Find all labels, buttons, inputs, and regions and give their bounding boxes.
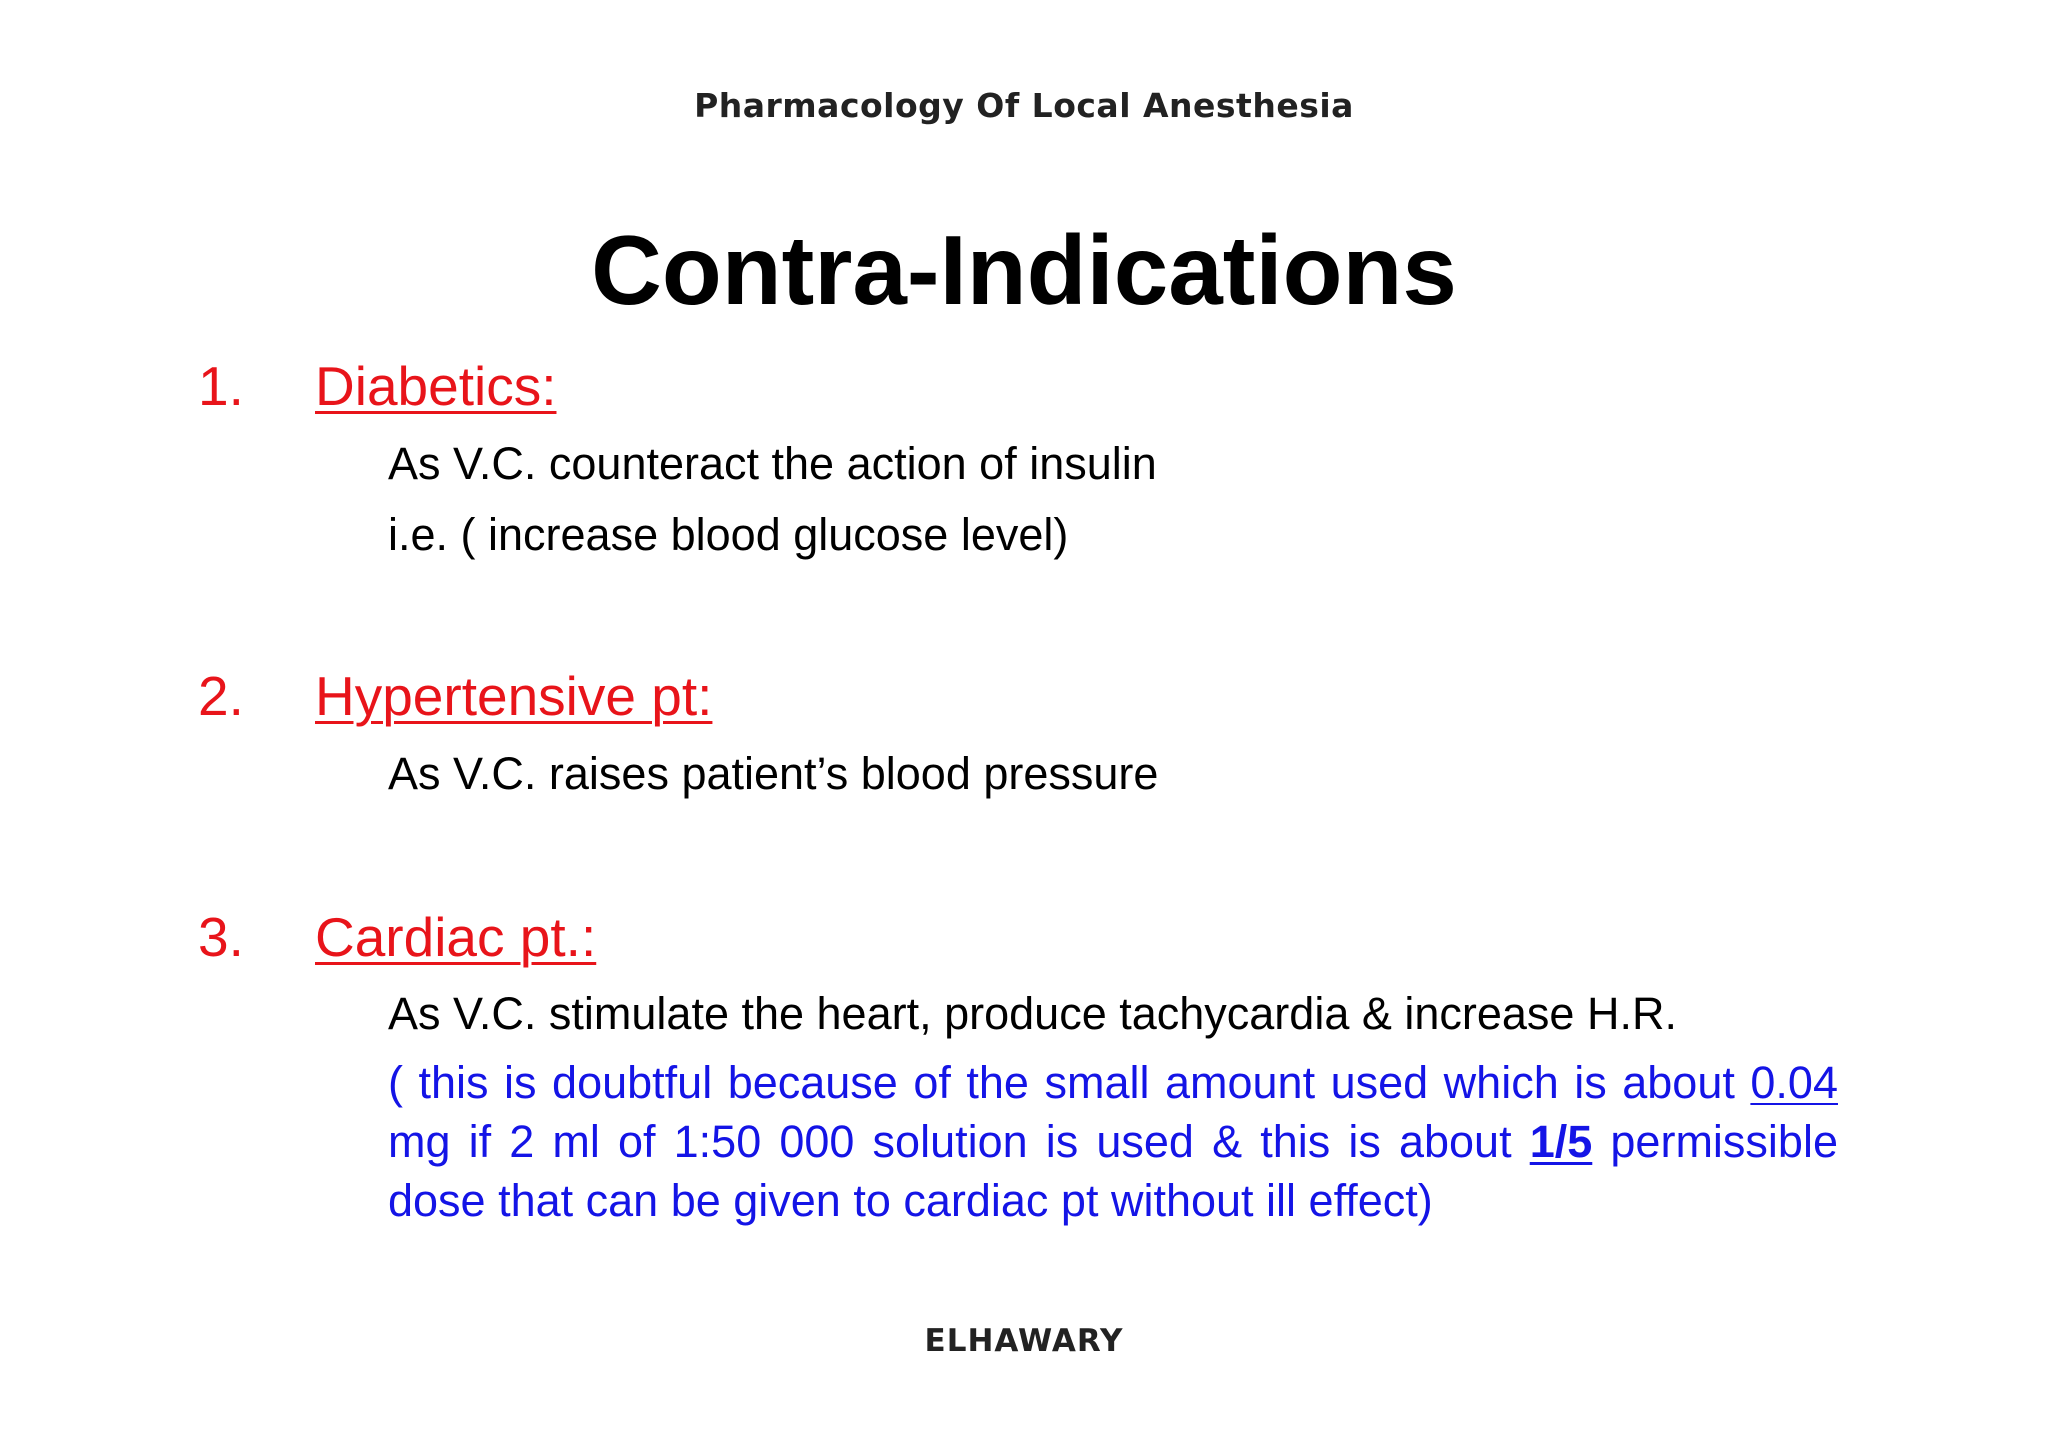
item-text-line: i.e. ( increase blood glucose level): [388, 509, 1069, 560]
item-number: 1.: [198, 355, 244, 417]
note-text: mg if 2 ml of 1:50 000 solution is used & this is about: [388, 1116, 1512, 1167]
item-label: Cardiac pt.:: [315, 906, 597, 968]
slide-header: Pharmacology Of Local Anesthesia: [694, 86, 1354, 125]
item-number: 2.: [198, 665, 244, 727]
item-number: 3.: [198, 906, 244, 968]
note-amount: 0.04: [1750, 1057, 1838, 1108]
item-label: Diabetics:: [315, 355, 557, 417]
item-text-line: As V.C. counteract the action of insulin: [388, 438, 1157, 489]
slide-title: Contra-Indications: [591, 215, 1457, 325]
note-fraction: 1/5: [1529, 1116, 1593, 1167]
note-text: ( this is doubtful because of the small amount used which is about: [388, 1057, 1735, 1108]
item-label: Hypertensive pt:: [315, 665, 713, 727]
item-heading-diabetics: [198, 354, 556, 418]
item-heading-cardiac: [198, 905, 596, 969]
cardiac-note: [388, 1053, 1838, 1230]
slide-footer: ELHAWARY: [924, 1323, 1124, 1359]
note-text: permissible dose that can be given to cardiac pt without ill effect): [388, 1116, 1838, 1226]
item-text-line: As V.C. raises patient’s blood pressure: [388, 748, 1159, 799]
item-text-line: As V.C. stimulate the heart, produce tachycardia & increase H.R.: [388, 988, 1677, 1039]
item-heading-hypertensive: [198, 664, 712, 728]
